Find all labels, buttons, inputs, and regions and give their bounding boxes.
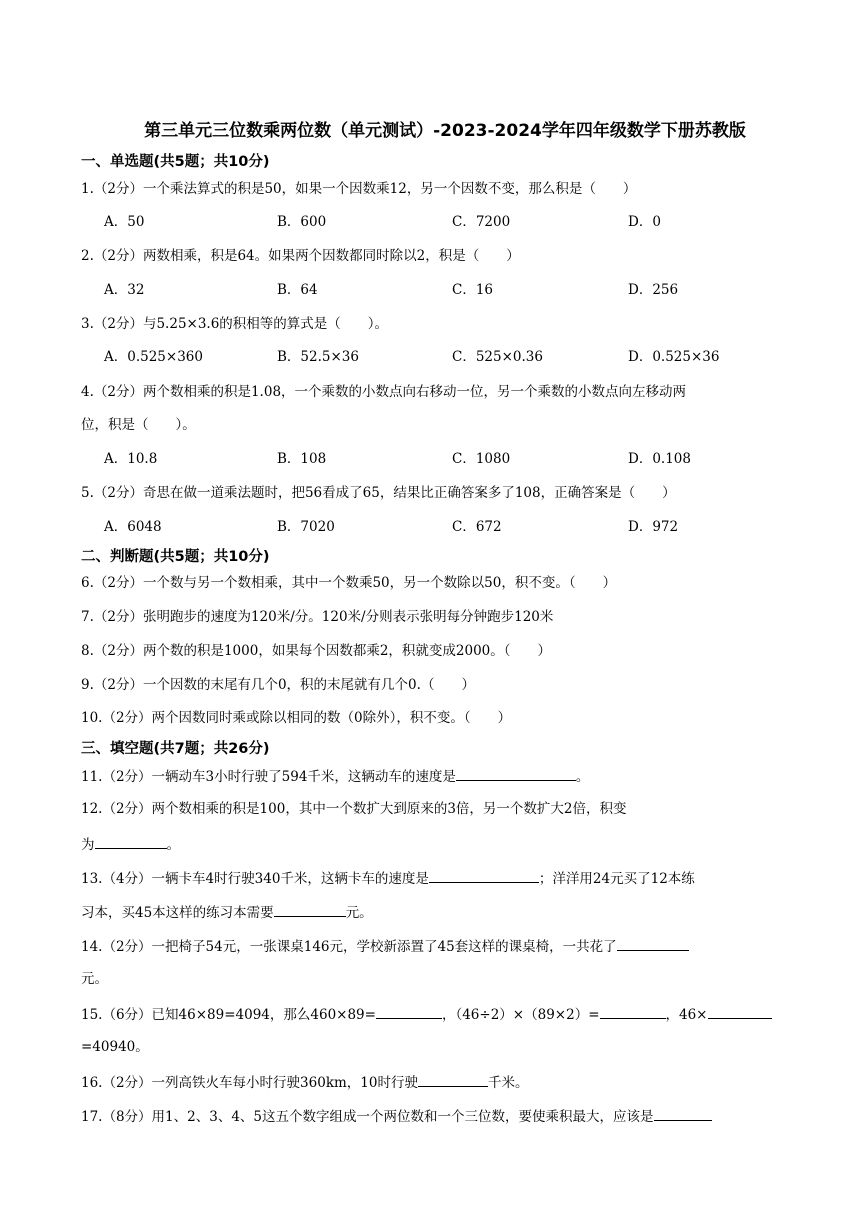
q5-option-b: B．7020 [277, 519, 335, 535]
section-heading-single-choice: 一、单选题(共5题；共10分) [81, 154, 270, 170]
question-16 [81, 1072, 529, 1092]
q15-text: 15.（6分）已知46×89=4094，那么460×89= [81, 1007, 376, 1023]
question-14-line-2: 元。 [81, 971, 108, 987]
question-2: 2.（2分）两数相乘，积是64。如果两个因数都同时除以2，积是（ ） [81, 248, 520, 264]
q4-option-c: C．1080 [452, 451, 511, 467]
question-6: 6.（2分）一个数与另一个数相乘，其中一个数乘50，另一个数除以50，积不变。（ ） [81, 575, 617, 591]
q3-option-c: C．525×0.36 [452, 349, 543, 365]
q14-text: 14.（2分）一把椅子54元，一张课桌146元，学校新添置了45套这样的课桌椅，一共花了 [81, 939, 617, 955]
answer-blank[interactable] [600, 1004, 666, 1019]
q4-option-d: D．0.108 [628, 451, 691, 467]
q1-option-d: D．0 [628, 214, 661, 230]
question-3: 3.（2分）与5.25×3.6的积相等的算式是（ ）。 [81, 316, 389, 332]
q13-text: 13.（4分）一辆卡车4时行驶340千米，这辆卡车的速度是 [81, 871, 429, 887]
q13-text-mid: ；洋洋用24元买了12本练 [538, 871, 695, 887]
question-13-line-2 [81, 902, 373, 922]
section-heading-true-false: 二、判断题(共5题；共10分) [81, 549, 270, 565]
q5-option-c: C．672 [452, 519, 502, 535]
q4-option-a: A．10.8 [104, 451, 158, 467]
q5-option-d: D．972 [628, 519, 679, 535]
answer-blank[interactable] [456, 766, 576, 781]
question-4-line-2: 位，积是（ ）。 [81, 417, 196, 433]
question-15-line-1 [81, 1004, 772, 1024]
q12-text-end: 。 [166, 837, 180, 853]
question-10: 10.（2分）两个因数同时乘或除以相同的数（0除外），积不变。（ ） [81, 710, 512, 726]
answer-blank[interactable] [274, 902, 346, 917]
answer-blank[interactable] [95, 834, 167, 849]
q3-option-a: A．0.525×360 [104, 349, 203, 365]
page-title: 第三单元三位数乘两位数（单元测试）-2023-2024学年四年级数学下册苏教版 [144, 121, 746, 141]
q2-option-d: D．256 [628, 282, 679, 298]
answer-blank[interactable] [654, 1106, 712, 1121]
question-15-line-2: =40940。 [81, 1039, 149, 1055]
question-12-line-2 [81, 834, 180, 854]
q3-option-d: D．0.525×36 [628, 349, 720, 365]
question-12-line-1: 12.（2分）两个数相乘的积是100，其中一个数扩大到原来的3倍，另一个数扩大2倍，积变 [81, 801, 627, 817]
q2-option-a: A．32 [104, 282, 145, 298]
q1-option-b: B．600 [277, 214, 327, 230]
q3-option-b: B．52.5×36 [277, 349, 359, 365]
q15-text-mid: ，（46÷2）×（89×2）= [441, 1007, 600, 1023]
q15-text-mid-2: ，46× [665, 1007, 708, 1023]
question-11 [81, 766, 589, 786]
answer-blank[interactable] [617, 936, 689, 951]
question-7: 7.（2分）张明跑步的速度为120米/分。120米/分则表示张明每分钟跑步120米 [81, 609, 554, 625]
q1-option-a: A．50 [104, 214, 145, 230]
question-17 [81, 1106, 712, 1126]
q12-text: 为 [81, 837, 95, 853]
q13-text-2: 习本，买45本这样的练习本需要 [81, 905, 274, 921]
q4-option-b: B．108 [277, 451, 327, 467]
question-5: 5.（2分）奇思在做一道乘法题时，把56看成了65，结果比正确答案多了108，正确答案是（ ） [81, 485, 676, 501]
question-9: 9.（2分）一个因数的末尾有几个0，积的末尾就有几个0.（ ） [81, 677, 475, 693]
q13-text-end: 元。 [345, 905, 373, 921]
q11-text-end: 。 [575, 769, 590, 785]
question-13-line-1 [81, 868, 695, 888]
question-8: 8.（2分）两个数的积是1000，如果每个因数都乘2，积就变成2000。（ ） [81, 643, 552, 659]
q2-option-b: B．64 [277, 282, 318, 298]
q2-option-c: C．16 [452, 282, 494, 298]
question-1: 1.（2分）一个乘法算式的积是50，如果一个因数乘12，另一个因数不变，那么积是（ ） [81, 181, 637, 197]
section-heading-fill-in: 三、填空题(共7题；共26分) [81, 741, 270, 757]
q11-text: 11.（2分）一辆动车3小时行驶了594千米，这辆动车的速度是 [81, 769, 456, 785]
q5-option-a: A．6048 [104, 519, 162, 535]
answer-blank[interactable] [376, 1004, 442, 1019]
answer-blank[interactable] [418, 1072, 488, 1087]
answer-blank[interactable] [429, 868, 539, 883]
q17-text: 17.（8分）用1、2、3、4、5这五个数字组成一个两位数和一个三位数，要使乘积最大，应该是 [81, 1109, 654, 1125]
q16-text: 16.（2分）一列高铁火车每小时行驶360km，10时行驶 [81, 1075, 418, 1091]
question-14-line-1 [81, 936, 689, 956]
q1-option-c: C．7200 [452, 214, 511, 230]
question-4-line-1: 4.（2分）两个数相乘的积是1.08，一个乘数的小数点向右移动一位，另一个乘数的小数点向左移动两 [81, 384, 687, 400]
answer-blank[interactable] [708, 1004, 772, 1019]
q16-text-end: 千米。 [488, 1075, 529, 1091]
